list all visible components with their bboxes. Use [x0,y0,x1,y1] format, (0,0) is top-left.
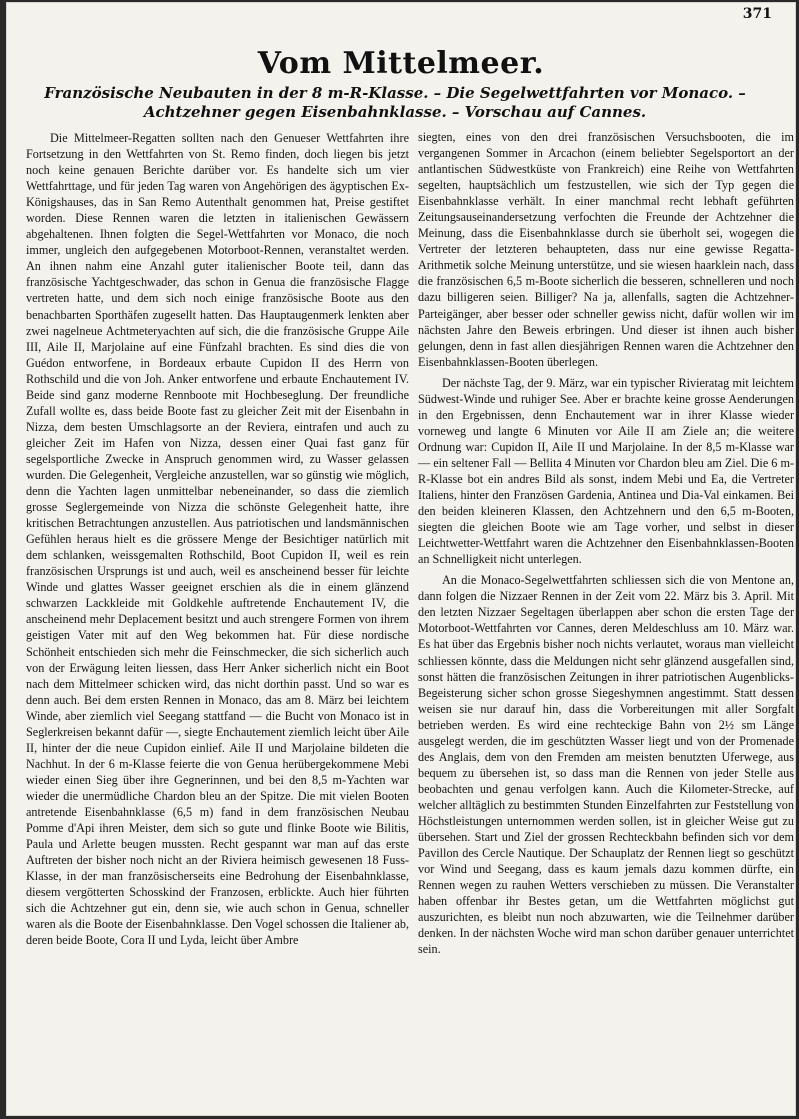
left-paragraph-1: Die Mittelmeer-Regatten sollten nach den Genueser Wettfahrten ihre Fortsetzung in den Wettfahrten von St. Remo finden, doch liegen bis jetzt noch keine genauen Berichte darüber vor. Es handelte sich um vier Wettfahrttage, und für jeden Tag waren von Angehörigen des ägyptischen Ex-Königshauses, das in San Remo Autenthalt genommen hat, Preise gestiftet worden. Diese Rennen waren die letzten in italienischen Gewässern abgehaltenen. Ihnen folgten die Segel-Wettfahrten vor Monaco, die noch immer, ungleich den aufgegebenen Motorboot-Rennen, veranstaltet werden. An ihnen nahm eine Anzahl guter italienischer Boote teil, dann das französische Yachtgeschwader, das schon in Genua die französische Flagge vertreten hatte, und dem sich noch einige französische Boote aus den benachbarten Sporthäfen zugesellt hatten. Das Hauptaugenmerk lenkten aber zwei nagelneue Achtmeteryachten auf sich, die die französische Gruppe Aile III, Aile II, Marjolaine auf eine Fünfzahl brachten. Es sind dies die von Guédon entworfene, in Bordeaux erbaute Cupidon II des Herrn von Rothschild und die von Joh. Anker entworfene und erbaute Enchautement IV. Beide sind ganz moderne Rennboote mit Hochbeseglung. Der freundliche Zufall wollte es, dass beide Boote fast zu gleicher Zeit mit der Eisenbahn in Nizza, dem besten Umschlagsorte an der Reviera, eintrafen und auch zu gleicher Zeit im Hafen von Nizza, dessen einer Quai fast ganz für segelsportliche Zwecke in Anspruch genommen wird, zu Wasser gelassen wurden. Die Gelegenheit, Vergleiche anzustellen, war so günstig wie möglich, denn die Yachten lagen unmittelbar nebeneinander, so dass die ziemlich grosse Seglergemeinde von Nizza die schönste Gelegenheit hatte, ihre kritischen Betrachtungen anzustellen. Aus patriotischen und landsmännischen Gefühlen heraus hielt es die grössere Menge der Besichtiger natürlich mit dem schlanken, weissgemalten Rothschild, Boot Cupidon II, weil es rein französischen Ursprungs ist und auch, weil es anscheinend besser für leichte Winde und glattes Wasser geeignet erschien als die in einem glänzend schwarzen Lackkleide mit Goldkehle auftretende Enchautement IV, die anscheinend mehr Deplacement besitzt und auch strengere Formen von ihrem geistigen Vater mit auf den Weg bekommen hat. Für diese nordische Schönheit entschieden sich mehr die Feinschmecker, die sich sicherlich auch von der Erwägung leiten liessen, dass Herr Anker sicherlich nicht ein Boot nach dem Mittelmeer schicken wird, das nicht dorthin passt. Und so war es denn auch. Bei dem ersten Rennen in Monaco, das am 8. März bei leichtem Winde, aber ziemlich viel Seegang stattfand — die Bucht von Monaco ist in Seglerkreisen bekannt dafür —, siegte Enchautement ziemlich leicht über Aile II, hinter der die neue Cupidon einlief. Aile II und Marjolaine bildeten die Nachhut. In der 6 m-Klasse feierte die von Genua herübergekommene Mebi wieder einen Sieg über ihre Gegnerinnen, und bei den 8,5 m-Yachten war wieder die unermüdliche Chardon bleu an der Spitze. Die mit vielen Booten antretende Eisenbahnklasse (6,5 m) fand in dem französischen Neubau Pomme d'Api ihren Meister, dem sich so gute und flinke Boote wie Bilitis, Paula und Arlette beugen mussten. Recht gespannt war man auf das erste Auftreten der bisher noch nicht an der Riviera heimisch gewesenen 18 Fuss-Klasse, in der man französischerseits eine Bedrohung der Eisenbahnklasse, diesem vergötterten Schosskind der Franzosen, erblickte. Auch hier führten sich die Achtzehner gut ein, denn sie, wie auch schon in Genua, schneller waren als die Boote der Eisenbahnklasse. Den Vogel schossen die Italiener ab, deren beide Boote, Cora II und Lyda, leicht über Ambre [26,131,409,948]
right-paragraph-2: Der nächste Tag, der 9. März, war ein typischer Rivieratag mit leichtem Südwest-Winde und ruhiger See. Aber er brachte keine grosse Aenderungen in den Ergebnissen, denn Enchautement war in ihrer Klasse wieder vorneweg und langte 6 Minuten vor Aile II am Ziele an; die weitere Ordnung war: Cupidon II, Aile II und Marjolaine. In der 8,5 m-Klasse war — ein seltener Fall — Bellita 4 Minuten vor Chardon bleu am Ziel. Die 6 m-R-Klasse bot ein andres Bild als sonst, indem Mebi und Ea, die Vertreter Italiens, hinter den Französen Gardenia, Antinea und Dia-Val einkamen. Bei den beiden kleineren Klassen, den Achtzehnern und den 6,5 m-Booten, siegten die gleichen Boote wie am Tage vorher, und selbst in dieser Leichtwetter-Wettfahrt waren die Achtzehner den Eisenbahnklassen-Booten an Schnelligkeit nicht unterlegen. [418,375,794,567]
article-subtitle: Französische Neubauten in der 8 m-R-Klasse. – Die Segelwettfahrten vor Monaco. – Achtzehner gegen Eisenbahnklasse. – Vorschau auf Cannes. [44,84,746,121]
article-title: Vom Mittelmeer. [257,46,545,81]
page-number: 371 [742,6,772,22]
right-paragraph-1: siegten, eines von den drei französischen Versuchsbooten, die im vergangenen Sommer in Arcachon (einem beliebter Segelsportort an der antlantischen Südwestküste von Frankreich) eine Reihe von Wettfahrten segelten, hauptsächlich um festzustellen, wie sich der Typ gegen die Eisenbahnklasse verhält. In einer manchmal recht lebhaft geführten Zeitungsauseinandersetzung verfochten die Freunde der Achtzehner die Meinung, dass die Eisenbahnklasse durch sie überholt sei, wogegen die Vertreter der letzteren behaupteten, dass nur eine gewisse Regatta-Arithmetik solche Meinung unterstütze, und sie wiesen haarklein nach, dass die französischen 6,5 m-Boote sicherlich die besseren, schnelleren und noch dazu billigeren seien. Billiger? Na ja, allenfalls, sagten die Achtzehner-Parteigänger, aber besser oder schneller gewiss nicht, dafür wollen wir im nächsten Jahre den Beweis erbringen. Und dieser ist ihnen auch bisher gelungen, denn in fast allen diesjährigen Rennen waren die Achtzehner den Eisenbahnklassen-Booten überlegen. [418,130,794,369]
right-paragraph-3: An die Monaco-Segelwettfahrten schliessen sich die von Mentone an, dann folgen die Nizzaer Rennen in der Zeit vom 22. März bis 3. April. Mit den letzten Nizzaer Segeltagen überlappen aber schon die ersten Tage der Motorboot-Wettfahrten vor Cannes, deren Meldeschluss am 10. März war. Es hat über das Ergebnis bisher noch nichts verlautet, woraus man vielleicht schliessen könnte, dass die Meldungen nicht sehr glänzend ausgefallen sind, sonst hätten die französischen Zeitungen in ihrer patriotischen Augenblicks-Begeisterung sicher schon grosse Siegeshymnen angestimmt. Statt dessen weisen sie nur darauf hin, dass die Vorbereitungen mit aller Sorgfalt betrieben werden. Es wird eine rechteckige Bahn von 2½ sm Länge ausgelegt werden, die im geschützten Wasser liegt und von der Promenade des Anglais, dem von den Fremden am meisten benutzten Uferwege, aus bequem zu übersehen ist, so dass man die Rennen von jeder Stelle aus beobachten und genau verfolgen kann. Auch die Kilometer-Strecke, auf welcher alltäglich zu bestimmten Stunden Einzelfahrten zur Feststellung von Höchstleistungen unternommen werden sollen, ist in gleicher Weise gut zu übersehen. Start und Ziel der grossen Rechteckbahn befinden sich vor dem Pavillon des Cercle Nautique. Der Schauplatz der Rennen liegt so geschützt vor Wind und Seegang, dass es kaum jemals dazu kommen dürfte, ein Rennen wegen zu rauhen Wetters verschieben zu müssen. Die Veranstalter haben offenbar ihr Bestes getan, um die Wettfahrten möglichst gut auszurichten, es bleibt nun noch abzuwarten, wie die Teilnehmer darüber denken. In der nächsten Woche wird man schon darüber genauer unterrichtet sein. [418,573,794,957]
right-column [418,129,794,957]
magazine-page [6,2,796,1116]
left-column [26,130,409,948]
